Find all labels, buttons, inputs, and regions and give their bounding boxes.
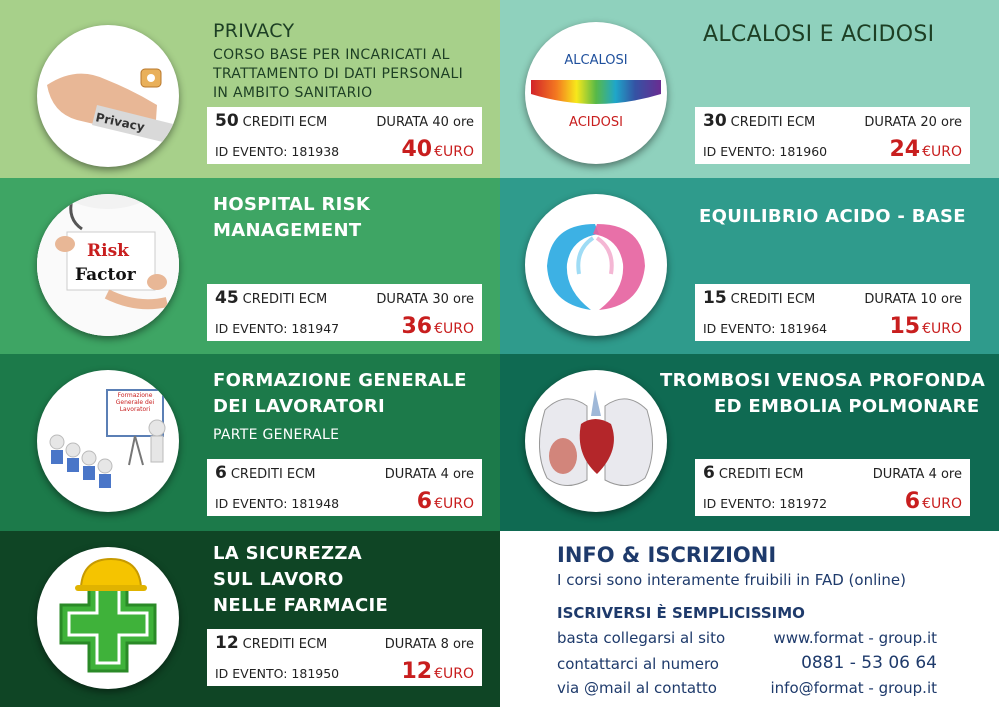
currency: €URO	[434, 144, 474, 160]
credits-value: 6	[215, 463, 227, 483]
duration-value: 10 ore	[920, 292, 962, 307]
credits-label: CREDITI ECM	[242, 115, 328, 130]
risk-image-text-1: Risk	[87, 241, 129, 261]
privacy-subtitle-1: CORSO BASE PER INCARICATI AL	[213, 47, 450, 63]
lungs-heart-image	[525, 370, 667, 512]
duration-label: DURATA	[872, 467, 925, 482]
info-section	[500, 531, 999, 707]
currency: €URO	[434, 321, 474, 337]
credits-value: 30	[703, 111, 727, 131]
info-site-link[interactable]: www.format - group.it	[773, 629, 937, 647]
price-value: 36	[401, 314, 433, 339]
duration-label: DURATA	[864, 292, 917, 307]
credits-label: CREDITI ECM	[718, 467, 804, 482]
price-value: 6	[904, 489, 921, 514]
alcalosi-info-card	[695, 107, 970, 164]
ph-scale-image	[525, 22, 667, 164]
risk-info-card	[207, 284, 482, 341]
currency: €URO	[434, 666, 474, 682]
currency: €URO	[922, 144, 962, 160]
privacy-title: PRIVACY	[213, 20, 295, 42]
privacy-subtitle-3: IN AMBITO SANITARIO	[213, 85, 373, 101]
sicurezza-image	[37, 547, 179, 689]
event-id: ID EVENTO: 181972	[703, 496, 828, 511]
risk-factor-image	[37, 194, 179, 336]
privacy-subtitle-2: TRATTAMENTO DI DATI PERSONALI	[213, 66, 464, 82]
acidosi-image-text: ACIDOSI	[569, 115, 623, 130]
event-id: ID EVENTO: 181947	[215, 321, 340, 336]
price-value: 40	[401, 137, 433, 162]
info-phone-number[interactable]: 0881 - 53 06 64	[801, 653, 937, 673]
duration-value: 8 ore	[440, 637, 474, 652]
credits-value: 45	[215, 288, 239, 308]
privacy-info-card	[207, 107, 482, 164]
sicurezza-title-1: LA SICUREZZA	[213, 543, 362, 564]
credits-label: CREDITI ECM	[230, 467, 316, 482]
currency: €URO	[434, 496, 474, 512]
acid-base-splash-image	[525, 194, 667, 336]
credits-label: CREDITI ECM	[242, 637, 328, 652]
duration-label: DURATA	[376, 292, 429, 307]
duration-label: DURATA	[384, 637, 437, 652]
event-id: ID EVENTO: 181938	[215, 144, 340, 159]
duration-label: DURATA	[376, 115, 429, 130]
alcalosi-image-text: ALCALOSI	[564, 53, 628, 68]
price-value: 12	[401, 659, 433, 684]
info-mail-label: via @mail al contatto	[557, 679, 717, 697]
price-value: 24	[889, 137, 921, 162]
info-mail-link[interactable]: info@format - group.it	[770, 679, 937, 697]
risk-title-1: HOSPITAL RISK	[213, 194, 371, 215]
info-heading: INFO & ISCRIZIONI	[557, 543, 777, 567]
sicurezza-title-2: SUL LAVORO	[213, 569, 344, 590]
price-value: 15	[889, 314, 921, 339]
credits-value: 15	[703, 288, 727, 308]
info-fad-note: I corsi sono interamente fruibili in FAD (online)	[557, 571, 906, 589]
event-id: ID EVENTO: 181960	[703, 144, 828, 159]
formazione-title-1: FORMAZIONE GENERALE	[213, 370, 467, 391]
sicurezza-title-3: NELLE FARMACIE	[213, 595, 389, 616]
duration-label: DURATA	[384, 467, 437, 482]
duration-label: DURATA	[864, 115, 917, 130]
alcalosi-title: ALCALOSI E ACIDOSI	[703, 22, 935, 47]
formazione-title-2: DEI LAVORATORI	[213, 396, 386, 417]
sicurezza-info-card	[207, 629, 482, 686]
credits-value: 6	[703, 463, 715, 483]
info-subheading: ISCRIVERSI È SEMPLICISSIMO	[557, 604, 805, 622]
trombosi-title-1: TROMBOSI VENOSA PROFONDA	[660, 370, 986, 391]
formazione-board-text: Formazione Generale dei Lavoratori	[115, 392, 155, 413]
privacy-image	[37, 25, 179, 167]
trombosi-info-card	[695, 459, 970, 516]
currency: €URO	[922, 496, 962, 512]
duration-value: 20 ore	[920, 115, 962, 130]
credits-value: 12	[215, 633, 239, 653]
event-id: ID EVENTO: 181948	[215, 496, 340, 511]
price-value: 6	[416, 489, 433, 514]
risk-title-2: MANAGEMENT	[213, 220, 362, 241]
risk-image-text-2: Factor	[75, 265, 136, 285]
info-phone-label: contattarci al numero	[557, 655, 719, 673]
event-id: ID EVENTO: 181964	[703, 321, 828, 336]
credits-value: 50	[215, 111, 239, 131]
info-site-label: basta collegarsi al sito	[557, 629, 726, 647]
credits-label: CREDITI ECM	[242, 292, 328, 307]
event-id: ID EVENTO: 181950	[215, 666, 340, 681]
formazione-subtitle: PARTE GENERALE	[213, 427, 340, 443]
formazione-image	[37, 370, 179, 512]
duration-value: 4 ore	[440, 467, 474, 482]
duration-value: 40 ore	[432, 115, 474, 130]
credits-label: CREDITI ECM	[730, 115, 816, 130]
credits-label: CREDITI ECM	[730, 292, 816, 307]
formazione-info-card	[207, 459, 482, 516]
trombosi-title-2: ED EMBOLIA POLMONARE	[714, 396, 980, 417]
equilibrio-info-card	[695, 284, 970, 341]
currency: €URO	[922, 321, 962, 337]
duration-value: 4 ore	[928, 467, 962, 482]
privacy-image-text: Privacy	[94, 110, 146, 135]
equilibrio-title: EQUILIBRIO ACIDO - BASE	[699, 206, 966, 227]
duration-value: 30 ore	[432, 292, 474, 307]
